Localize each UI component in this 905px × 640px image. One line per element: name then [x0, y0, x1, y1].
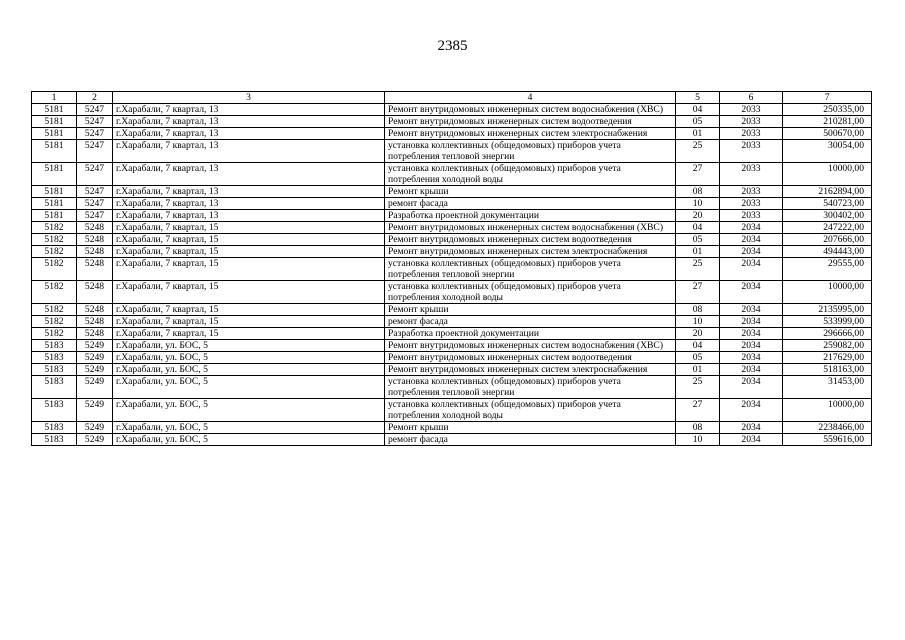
page-number: 2385 [437, 38, 468, 54]
cell-year: 2034 [720, 316, 783, 328]
cell-address: г.Харабали, ул. БОС, 5 [113, 376, 385, 399]
cell-house-id: 5248 [77, 258, 113, 281]
cell-year: 2034 [720, 434, 783, 446]
cell-number: 5183 [32, 364, 77, 376]
cell-house-id: 5247 [77, 198, 113, 210]
cell-house-id: 5248 [77, 222, 113, 234]
table-row [32, 399, 872, 422]
column-header: 3 [113, 92, 385, 104]
cell-year: 2034 [720, 246, 783, 258]
cell-year: 2034 [720, 399, 783, 422]
cell-house-id: 5248 [77, 281, 113, 304]
cell-house-id: 5247 [77, 140, 113, 163]
table-row [32, 222, 872, 234]
cell-work-type: ремонт фасада [385, 434, 676, 446]
cell-work-code: 04 [676, 222, 720, 234]
cell-work-type: Ремонт внутридомовых инженерных систем водоотведения [385, 116, 676, 128]
cell-cost: 10000,00 [783, 281, 872, 304]
cell-work-type: установка коллективных (общедомовых) приборов учета потребления тепловой энергии [385, 376, 676, 399]
table-row [32, 258, 872, 281]
cell-cost: 29555,00 [783, 258, 872, 281]
cell-address: г.Харабали, ул. БОС, 5 [113, 352, 385, 364]
cell-year: 2034 [720, 234, 783, 246]
cell-address: г.Харабали, 7 квартал, 13 [113, 186, 385, 198]
table-row [32, 340, 872, 352]
cell-cost: 500670,00 [783, 128, 872, 140]
cell-year: 2034 [720, 340, 783, 352]
cell-number: 5181 [32, 140, 77, 163]
cell-address: г.Харабали, 7 квартал, 15 [113, 246, 385, 258]
cell-number: 5181 [32, 163, 77, 186]
cell-cost: 518163,00 [783, 364, 872, 376]
cell-work-code: 20 [676, 328, 720, 340]
cell-work-code: 08 [676, 186, 720, 198]
table-row [32, 352, 872, 364]
cell-work-type: Ремонт внутридомовых инженерных систем электроснабжения [385, 128, 676, 140]
cell-year: 2033 [720, 198, 783, 210]
cell-cost: 494443,00 [783, 246, 872, 258]
table-row [32, 140, 872, 163]
cell-work-type: установка коллективных (общедомовых) приборов учета потребления холодной воды [385, 399, 676, 422]
cell-work-type: установка коллективных (общедомовых) приборов учета потребления холодной воды [385, 281, 676, 304]
cell-year: 2034 [720, 328, 783, 340]
table-row [32, 304, 872, 316]
cell-cost: 10000,00 [783, 163, 872, 186]
cell-work-type: Ремонт внутридомовых инженерных систем водоснабжения (ХВС) [385, 104, 676, 116]
cell-work-type: Ремонт крыши [385, 422, 676, 434]
cell-work-code: 05 [676, 352, 720, 364]
table-row [32, 104, 872, 116]
cell-year: 2034 [720, 376, 783, 399]
cell-house-id: 5248 [77, 234, 113, 246]
cell-house-id: 5247 [77, 186, 113, 198]
table-row [32, 434, 872, 446]
cell-cost: 30054,00 [783, 140, 872, 163]
cell-work-code: 01 [676, 246, 720, 258]
cell-address: г.Харабали, 7 квартал, 15 [113, 234, 385, 246]
cell-cost: 540723,00 [783, 198, 872, 210]
cell-number: 5183 [32, 399, 77, 422]
cell-number: 5182 [32, 222, 77, 234]
cell-work-code: 05 [676, 116, 720, 128]
cell-house-id: 5249 [77, 352, 113, 364]
column-header: 2 [77, 92, 113, 104]
table-row [32, 364, 872, 376]
cell-number: 5183 [32, 352, 77, 364]
cell-house-id: 5248 [77, 328, 113, 340]
cell-number: 5183 [32, 422, 77, 434]
cell-cost: 296666,00 [783, 328, 872, 340]
cell-work-code: 25 [676, 376, 720, 399]
cell-work-code: 01 [676, 364, 720, 376]
cell-address: г.Харабали, ул. БОС, 5 [113, 422, 385, 434]
cell-house-id: 5247 [77, 210, 113, 222]
cell-address: г.Харабали, 7 квартал, 13 [113, 116, 385, 128]
table-row [32, 186, 872, 198]
cell-work-code: 08 [676, 304, 720, 316]
cell-house-id: 5248 [77, 316, 113, 328]
cell-address: г.Харабали, 7 квартал, 15 [113, 316, 385, 328]
cell-year: 2033 [720, 116, 783, 128]
cell-cost: 2135995,00 [783, 304, 872, 316]
cell-number: 5182 [32, 234, 77, 246]
cell-work-code: 04 [676, 104, 720, 116]
table-row [32, 116, 872, 128]
cell-address: г.Харабали, ул. БОС, 5 [113, 434, 385, 446]
cell-work-code: 10 [676, 198, 720, 210]
cell-work-code: 10 [676, 316, 720, 328]
cell-number: 5183 [32, 340, 77, 352]
cell-house-id: 5249 [77, 399, 113, 422]
cell-year: 2034 [720, 304, 783, 316]
cell-work-type: Ремонт внутридомовых инженерных систем водоснабжения (ХВС) [385, 340, 676, 352]
column-header: 4 [385, 92, 676, 104]
cell-cost: 210281,00 [783, 116, 872, 128]
cell-work-type: Ремонт крыши [385, 186, 676, 198]
cell-cost: 10000,00 [783, 399, 872, 422]
cell-cost: 207666,00 [783, 234, 872, 246]
cell-work-code: 27 [676, 281, 720, 304]
cell-year: 2034 [720, 352, 783, 364]
cell-year: 2034 [720, 258, 783, 281]
cell-work-type: Разработка проектной документации [385, 210, 676, 222]
cell-work-type: установка коллективных (общедомовых) приборов учета потребления тепловой энергии [385, 140, 676, 163]
cell-year: 2033 [720, 128, 783, 140]
cell-address: г.Харабали, 7 квартал, 13 [113, 210, 385, 222]
table-row [32, 210, 872, 222]
cell-work-type: ремонт фасада [385, 316, 676, 328]
table-row [32, 234, 872, 246]
cell-house-id: 5247 [77, 104, 113, 116]
cell-cost: 2238466,00 [783, 422, 872, 434]
cell-year: 2034 [720, 364, 783, 376]
cell-number: 5182 [32, 316, 77, 328]
cell-year: 2033 [720, 210, 783, 222]
cell-house-id: 5247 [77, 163, 113, 186]
cell-address: г.Харабали, 7 квартал, 13 [113, 128, 385, 140]
cell-work-code: 08 [676, 422, 720, 434]
cell-number: 5182 [32, 304, 77, 316]
table-row [32, 246, 872, 258]
cell-number: 5183 [32, 434, 77, 446]
table-row [32, 128, 872, 140]
cell-work-type: Ремонт внутридомовых инженерных систем водоснабжения (ХВС) [385, 222, 676, 234]
cell-house-id: 5249 [77, 376, 113, 399]
table-row [32, 198, 872, 210]
column-header: 7 [783, 92, 872, 104]
cell-address: г.Харабали, ул. БОС, 5 [113, 364, 385, 376]
table-row [32, 316, 872, 328]
column-header: 6 [720, 92, 783, 104]
table-row [32, 328, 872, 340]
cell-house-id: 5247 [77, 128, 113, 140]
cell-cost: 217629,00 [783, 352, 872, 364]
cell-address: г.Харабали, 7 квартал, 15 [113, 222, 385, 234]
cell-work-code: 04 [676, 340, 720, 352]
table-row [32, 281, 872, 304]
works-table [31, 91, 872, 446]
cell-work-type: ремонт фасада [385, 198, 676, 210]
cell-address: г.Харабали, ул. БОС, 5 [113, 340, 385, 352]
cell-work-code: 27 [676, 399, 720, 422]
cell-house-id: 5248 [77, 304, 113, 316]
cell-address: г.Харабали, 7 квартал, 15 [113, 258, 385, 281]
cell-year: 2034 [720, 422, 783, 434]
cell-house-id: 5249 [77, 434, 113, 446]
cell-work-code: 27 [676, 163, 720, 186]
cell-number: 5181 [32, 128, 77, 140]
cell-work-type: Ремонт крыши [385, 304, 676, 316]
cell-number: 5181 [32, 116, 77, 128]
cell-number: 5183 [32, 376, 77, 399]
cell-number: 5181 [32, 104, 77, 116]
column-header: 5 [676, 92, 720, 104]
cell-cost: 250335,00 [783, 104, 872, 116]
cell-work-type: Ремонт внутридомовых инженерных систем электроснабжения [385, 364, 676, 376]
cell-cost: 2162894,00 [783, 186, 872, 198]
column-header: 1 [32, 92, 77, 104]
cell-address: г.Харабали, 7 квартал, 13 [113, 140, 385, 163]
cell-house-id: 5247 [77, 116, 113, 128]
cell-year: 2033 [720, 140, 783, 163]
table-row [32, 163, 872, 186]
cell-work-type: установка коллективных (общедомовых) приборов учета потребления холодной воды [385, 163, 676, 186]
cell-house-id: 5249 [77, 364, 113, 376]
cell-work-code: 25 [676, 140, 720, 163]
cell-address: г.Харабали, 7 квартал, 15 [113, 281, 385, 304]
cell-address: г.Харабали, 7 квартал, 15 [113, 304, 385, 316]
cell-number: 5182 [32, 281, 77, 304]
cell-cost: 300402,00 [783, 210, 872, 222]
table-header-row [32, 92, 872, 104]
cell-number: 5182 [32, 246, 77, 258]
cell-year: 2033 [720, 163, 783, 186]
table-row [32, 422, 872, 434]
cell-work-code: 01 [676, 128, 720, 140]
cell-work-code: 10 [676, 434, 720, 446]
cell-work-type: Ремонт внутридомовых инженерных систем водоотведения [385, 234, 676, 246]
cell-cost: 247222,00 [783, 222, 872, 234]
cell-work-type: установка коллективных (общедомовых) приборов учета потребления тепловой энергии [385, 258, 676, 281]
cell-number: 5182 [32, 328, 77, 340]
cell-cost: 259082,00 [783, 340, 872, 352]
cell-work-code: 05 [676, 234, 720, 246]
cell-work-type: Разработка проектной документации [385, 328, 676, 340]
cell-house-id: 5249 [77, 340, 113, 352]
table-row [32, 376, 872, 399]
cell-number: 5181 [32, 186, 77, 198]
cell-address: г.Харабали, ул. БОС, 5 [113, 399, 385, 422]
cell-work-type: Ремонт внутридомовых инженерных систем электроснабжения [385, 246, 676, 258]
cell-number: 5181 [32, 198, 77, 210]
cell-year: 2034 [720, 281, 783, 304]
cell-number: 5181 [32, 210, 77, 222]
cell-house-id: 5248 [77, 246, 113, 258]
cell-cost: 533999,00 [783, 316, 872, 328]
cell-work-code: 25 [676, 258, 720, 281]
cell-address: г.Харабали, 7 квартал, 13 [113, 198, 385, 210]
cell-year: 2033 [720, 104, 783, 116]
cell-work-code: 20 [676, 210, 720, 222]
cell-year: 2033 [720, 186, 783, 198]
cell-address: г.Харабали, 7 квартал, 13 [113, 163, 385, 186]
cell-year: 2034 [720, 222, 783, 234]
cell-cost: 31453,00 [783, 376, 872, 399]
cell-cost: 559616,00 [783, 434, 872, 446]
cell-address: г.Харабали, 7 квартал, 13 [113, 104, 385, 116]
cell-house-id: 5249 [77, 422, 113, 434]
cell-number: 5182 [32, 258, 77, 281]
cell-work-type: Ремонт внутридомовых инженерных систем водоотведения [385, 352, 676, 364]
cell-address: г.Харабали, 7 квартал, 15 [113, 328, 385, 340]
